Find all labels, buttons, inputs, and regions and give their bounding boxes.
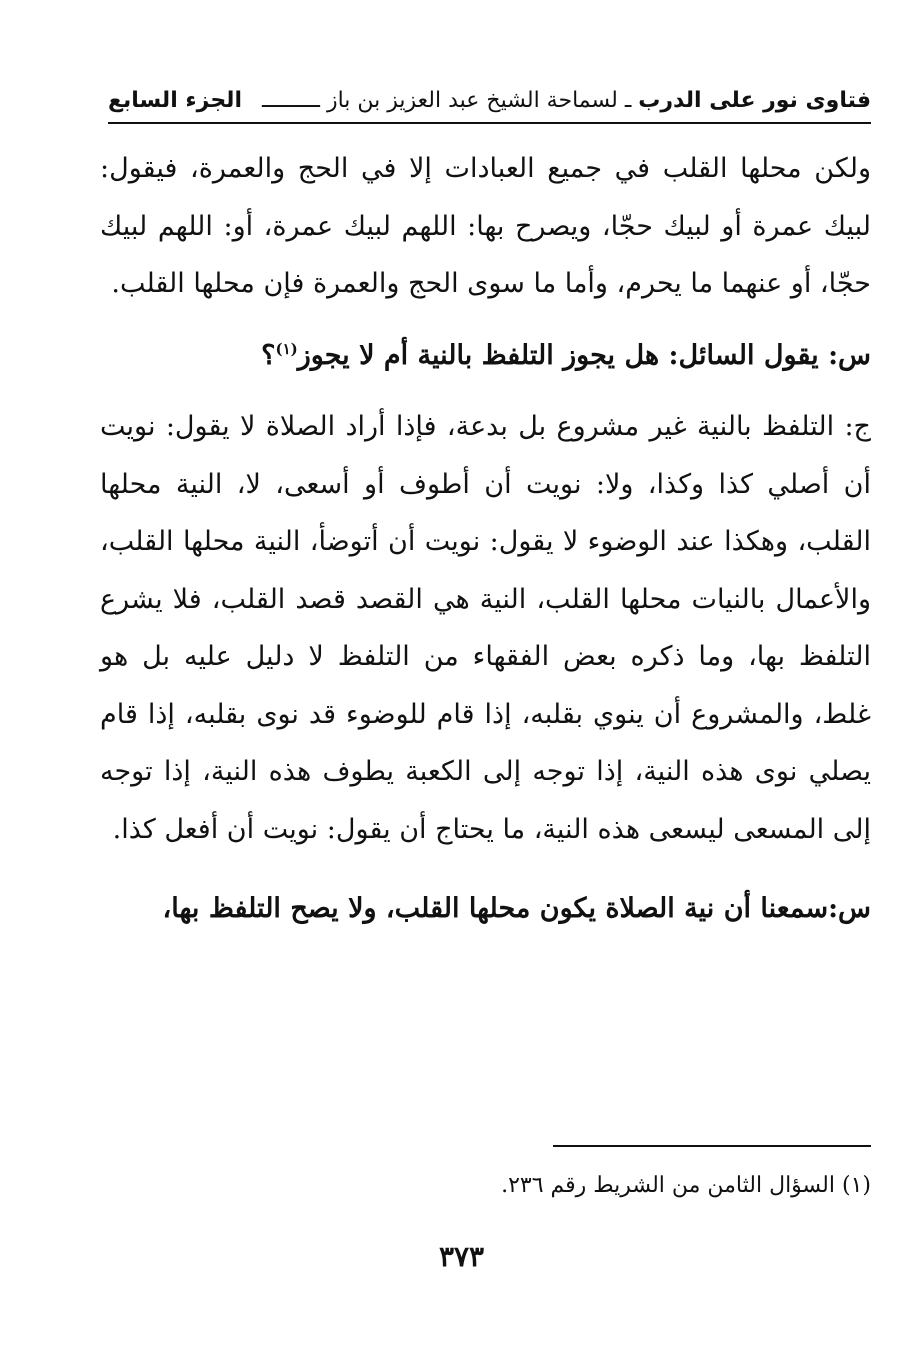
footnote-divider — [553, 1145, 871, 1147]
footnote-reference: (١) — [275, 339, 298, 358]
paragraph-1: ولكن محلها القلب في جميع العبادات إلا في الحج والعمرة، فيقول: لبيك عمرة أو لبيك حجّا، ويصرح بها: اللهم لبيك عمرة، أو: اللهم لبيك حجّا، أو عنهما ما يحرم، وأما ما سوى الحج والعمرة فإن محلها القلب. — [100, 153, 871, 299]
header-title-bold: فتاوى نور على الدرب — [638, 87, 871, 113]
question-1-text: يقول السائل: هل يجوز التلفظ بالنية أم لا يجوز — [297, 339, 819, 371]
main-text — [100, 140, 871, 952]
question-1-label: س: — [818, 339, 871, 371]
running-header — [108, 78, 871, 124]
header-book-title — [262, 88, 871, 113]
answer-1: ج: التلفظ بالنية غير مشروع بل بدعة، فإذا أراد الصلاة لا يقول: نويت أن أصلي كذا وكذا، ولا: نويت أن أطوف أو أسعى، لا، النية محلها القلب، وهكذا عند الوضوء لا يقول: نويت أن أتوضأ، النية محلها القلب، والأعمال بالنيات محلها القلب، النية هي القصد قصد القلب، فلا يشرع التلفظ بها، وما ذكره بعض الفقهاء من التلفظ لا دليل عليه بل هو غلط، والمشروع أن ينوي بقلبه، إذا قام للوضوء قد نوى بقلبه، إذا قام يصلي نوى هذه النية، إذا توجه إلى الكعبة يطوف هذه النية، إذا توجه إلى المسعى ليسعى هذه النية، ما يحتاج أن يقول: نويت أن أفعل كذا. — [100, 411, 871, 845]
question-1 — [100, 327, 871, 385]
question-2: س:سمعنا أن نية الصلاة يكون محلها القلب، ولا يصح التلفظ بها، — [162, 893, 871, 924]
header-part-label: الجزء السابع — [108, 87, 242, 113]
question-1-mark: ؟ — [261, 339, 276, 371]
page-number: ٣٧٣ — [438, 1240, 485, 1273]
footnote: (١) السؤال الثامن من الشريط رقم ٢٣٦. — [501, 1173, 871, 1198]
header-title-rest: ـ لسماحة الشيخ عبد العزيز بن باز ـــــــــ — [261, 87, 639, 113]
